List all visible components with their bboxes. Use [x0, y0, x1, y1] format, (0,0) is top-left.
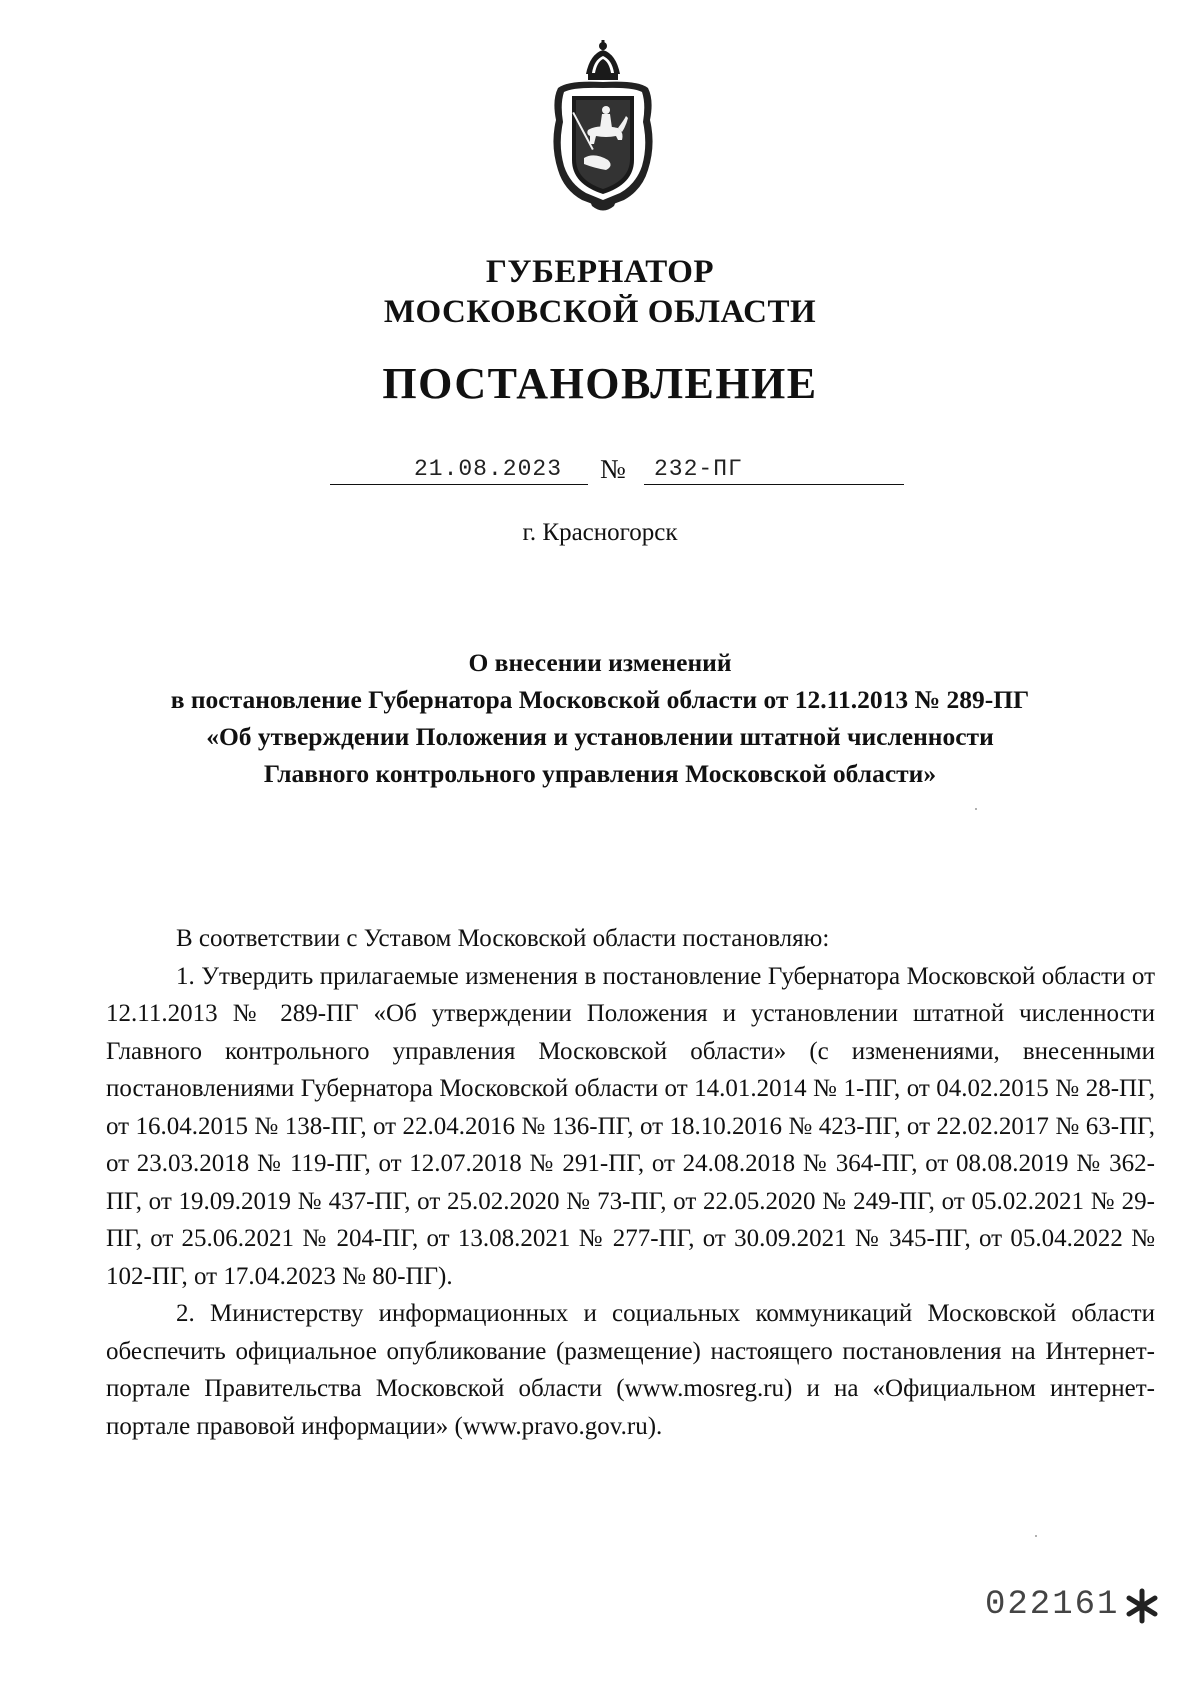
title-line3: «Об утверждении Положения и установлении штатной численности — [206, 722, 994, 751]
document-type-title: ПОСТАНОВЛЕНИЕ — [382, 359, 818, 408]
preamble-paragraph: В соответствии с Уставом Московской области постановляю: — [176, 925, 830, 952]
document-title — [80, 644, 1120, 792]
governor-title-line1: ГУБЕРНАТОР — [485, 254, 715, 290]
city-label: г. Красногорск — [522, 519, 678, 546]
document-body — [106, 920, 1155, 1445]
serial-number: 022161 — [985, 1586, 1120, 1624]
title-line4: Главного контрольного управления Московской области» — [263, 759, 937, 788]
item-2-paragraph: 2. Министерству информационных и социальных коммуникаций Московской области обеспечить официальное опубликование (размещение) настоящего постановления на Интернет-портале Правительства Московской области (www.mosreg.ru) и на «Официальном интернет-портале правовой информации» (www.pravo.gov.ru). — [106, 1300, 1155, 1440]
date-value: 21.08.2023 — [413, 456, 562, 482]
number-value: 232-ПГ — [654, 456, 743, 482]
date-field — [330, 454, 588, 485]
asterisk-star-icon — [1122, 1586, 1162, 1626]
title-line1: О внесении изменений — [468, 648, 732, 677]
number-field — [644, 454, 904, 485]
item-1-paragraph: 1. Утвердить прилагаемые изменения в постановление Губернатора Московской области от 12.11.2013 № 289-ПГ «Об утверждении Положения и установлении штатной численности Главного контрольного управления Московской области» (с изменениями, внесенными постановлениями Губернатора Московской области от 14.01.2014 № 1-ПГ, от 04.02.2015 № 28-ПГ, от 16.04.2015 № 138-ПГ, от 22.04.2016 № 136-ПГ, от 18.10.2016 № 423-ПГ, от 22.02.2017 № 63-ПГ, от 23.03.2018 № 119-ПГ, от 12.07.2018 № 291-ПГ, от 24.08.2018 № 364-ПГ, от 08.08.2019 № 362-ПГ, от 19.09.2019 № 437-ПГ, от 25.02.2020 № 73-ПГ, от 22.05.2020 № 249-ПГ, от 05.02.2021 № 29-ПГ, от 25.06.2021 № 204-ПГ, от 13.08.2021 № 277-ПГ, от 30.09.2021 № 345-ПГ, от 05.04.2022 № 102-ПГ, от 17.04.2023 № 80-ПГ). — [106, 962, 1155, 1290]
registration-line — [0, 452, 1200, 492]
scan-speck — [975, 808, 977, 810]
number-sign: № — [600, 454, 626, 484]
governor-title-line2: МОСКОВСКОЙ ОБЛАСТИ — [383, 294, 817, 330]
title-line2: в постановление Губернатора Московской области от 12.11.2013 № 289-ПГ — [170, 685, 1030, 714]
scan-speck — [1035, 1535, 1037, 1537]
coat-of-arms-icon — [548, 40, 658, 215]
